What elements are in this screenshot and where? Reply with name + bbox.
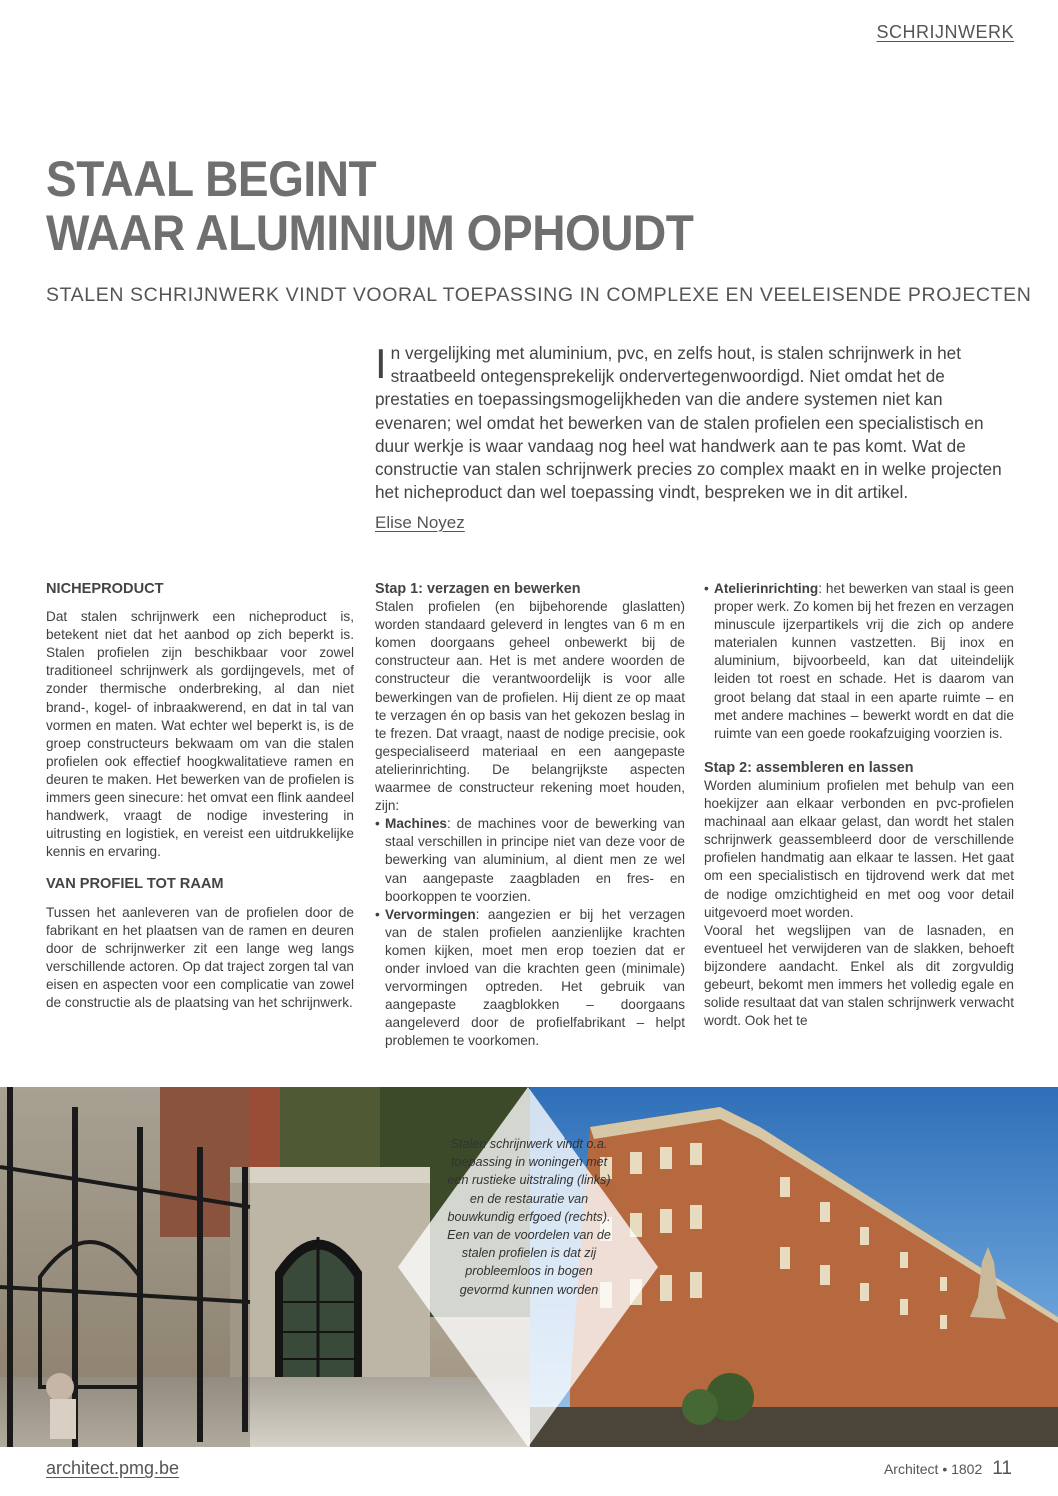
column-3 — [704, 580, 1014, 1030]
bullet-label: Machines — [385, 816, 447, 832]
heading-nicheproduct: NICHEPRODUCT — [46, 581, 164, 597]
bullet-text: : het bewerken van staal is geen proper werk. Zo komen bij het frezen en verzagen minuscule ijzerpartikels vrij die zich op andere materialen kunnen vastzetten. Bij inox en aluminium, bijvoorbeeld, kan dat uiteindelijk leiden tot roest en schade. Het is daarom van groot belang dat staal in een aparte ruimte – en met andere machines – bewerkt wordt en dat die ruimte van een goede rookafzuiging voorzien is. — [714, 581, 1014, 741]
heading-stap-1: Stap 1: verzagen en bewerken — [375, 581, 581, 597]
issue-label: Architect • 1802 — [883, 1461, 983, 1477]
list-item-vervormingen — [375, 906, 685, 1051]
footer-issue — [884, 1458, 1012, 1480]
paragraph-stap-2b: Vooral het wegslijpen van de lasnaden, en eventueel het verwijderen van de slakken, behoeft bijzondere aandacht. Enkel als dit zorgvuldig gebeurt, bekomt men immers het volledig egale en solide resultaat dat van stalen schrijnwerk verwacht wordt. Ook het te — [704, 922, 1014, 1029]
section-label: SCHRIJNWERK — [876, 22, 1014, 42]
bullet-list — [375, 815, 685, 1050]
column-2 — [375, 580, 685, 1050]
article-subtitle: STALEN SCHRIJNWERK VINDT VOORAL TOEPASSING IN COMPLEXE EN VEELEISENDE PROJECTEN — [46, 284, 1032, 306]
list-item-atelierinrichting — [704, 580, 1014, 743]
bullet-label: Vervormingen — [385, 906, 476, 922]
heading-van-profiel-tot-raam: VAN PROFIEL TOT RAAM — [46, 876, 224, 893]
bullet-list-continued — [704, 580, 1014, 743]
paragraph-stap-2a: Worden aluminium profielen met behulp van een hoekijzer aan elkaar verbonden en pvc-profielen machinaal aan elkaar gelast, dan wordt het stalen schrijnwerk geassembleerd door de verschillende profielen handmatig aan elkaar te lassen. Het gaat om een specialistisch en tijdrovend werk dat met de nodige omzichtigheid en met oog voor detail uitgevoerd moet worden. — [704, 777, 1014, 920]
intro-paragraph — [375, 342, 1015, 504]
paragraph-van-profiel: Tussen het aanleveren van de profielen door de fabrikant en het plaatsen van de ramen en deuren door de schrijnwerker zit een lange weg langs verschillende actoren. Op dat traject zorgen tal van eisen en aspecten voor een complicatie van zowel de constructie als de plaatsing van het schrijnwerk. — [46, 904, 354, 1010]
title-line-1: STAAL BEGINT — [46, 151, 377, 207]
article-title — [46, 152, 929, 260]
page-number: 11 — [992, 1458, 1012, 1479]
drop-cap: I — [375, 340, 387, 387]
intro-text: n vergelijking met aluminium, pvc, en zelfs hout, is stalen schrijnwerk in het straatbeeld ontegensprekelijk ondervertegenwoordigd. Niet omdat het de prestaties en toepassingsmogelijkheden van die andere systemen niet kan evenaren; wel omdat het bewerken van de stalen profielen een specialistisch en duur werkje is waar vandaag nog heel wat handwerk aan te pas komt. Wat de constructie van stalen schrijnwerk precies zo complex maakt en in welke projecten het nicheproduct dan wel toepassing vindt, bespreken we in dit artikel. — [375, 343, 1002, 503]
bullet-label: Atelierinrichting — [714, 581, 819, 596]
bullet-text: : aangezien er bij het verzagen van de stalen profielen aanzienlijke krachten komen kijken, moet men erop toezien dat er onder invloed van die krachten geen (minimale) vervormingen optreden. Het gebruik van aangepaste zaagblokken – doorgaans aangeleverd door de profielfabrikant – helpt problemen te voorkomen. — [385, 906, 685, 1049]
heading-stap-2: Stap 2: assembleren en lassen — [704, 759, 914, 776]
bullet-text: : de machines voor de bewerking van staal verschillen in principe niet van deze voor de bewerking van aluminium, al dient men ze wel van aangepaste zaagbladen en fres- en boorkoppen te voorzien. — [385, 816, 685, 904]
paragraph-nicheproduct: Dat stalen schrijnwerk een nicheproduct is, betekent niet dat het aanbod op zich beperkt is. Stalen profielen zijn beschikbaar voor zowel traditioneel schrijnwerk als gordijngevels, met of zonder thermische onderbreking, al dan niet brand-, kogel- of inbraakwerend, en dat in tal van vormen en maten. Wat echter wel beperkt is, is de groep constructeurs bekwaam om van die stalen profielen ook effectief hoogkwalitatieve ramen en deuren te maken. Het bewerken van de profielen is immers geen sinecure: het omvat een flink aandeel handwerk, vraagt de nodige investering in uitrusting en logistiek, en vereist een uitdrukkelijke kennis en ervaring. — [46, 609, 354, 860]
title-line-2: WAAR ALUMINIUM OPHOUDT — [46, 205, 694, 261]
photo-caption: Stalen schrijnwerk vindt o.a. toepassing in woningen met een rustieke uitstraling (links) en de restauratie van bouwkundig erfgoed (rechts). Een van de voordelen van de stalen profielen is dat zij probleemloos in bogen gevormd kunnen worden — [447, 1137, 611, 1297]
author-byline: Elise Noyez — [375, 513, 465, 532]
column-1 — [46, 580, 354, 1012]
list-item-machines — [375, 815, 685, 905]
footer-url[interactable]: architect.pmg.be — [46, 1458, 180, 1478]
paragraph-stap-1: Stalen profielen (en bijbehorende glaslatten) worden standaard geleverd in lengtes van 6 m en komen doorgaans geheel onbewerkt bij de constructeur aan. Het is met andere woorden de constructeur die verantwoordelijk is voor alle bewerkingen van de profielen. Hij dient ze op maat te verzagen én op basis van het gekozen beslag in te frezen. Dat vraagt, naast de nodige precisie, ook gespecialiseerd materiaal en een aangepaste atelierinrichting. De belangrijkste aspecten waarmee de constructeur rekening moet houden, zijn: — [375, 599, 685, 814]
